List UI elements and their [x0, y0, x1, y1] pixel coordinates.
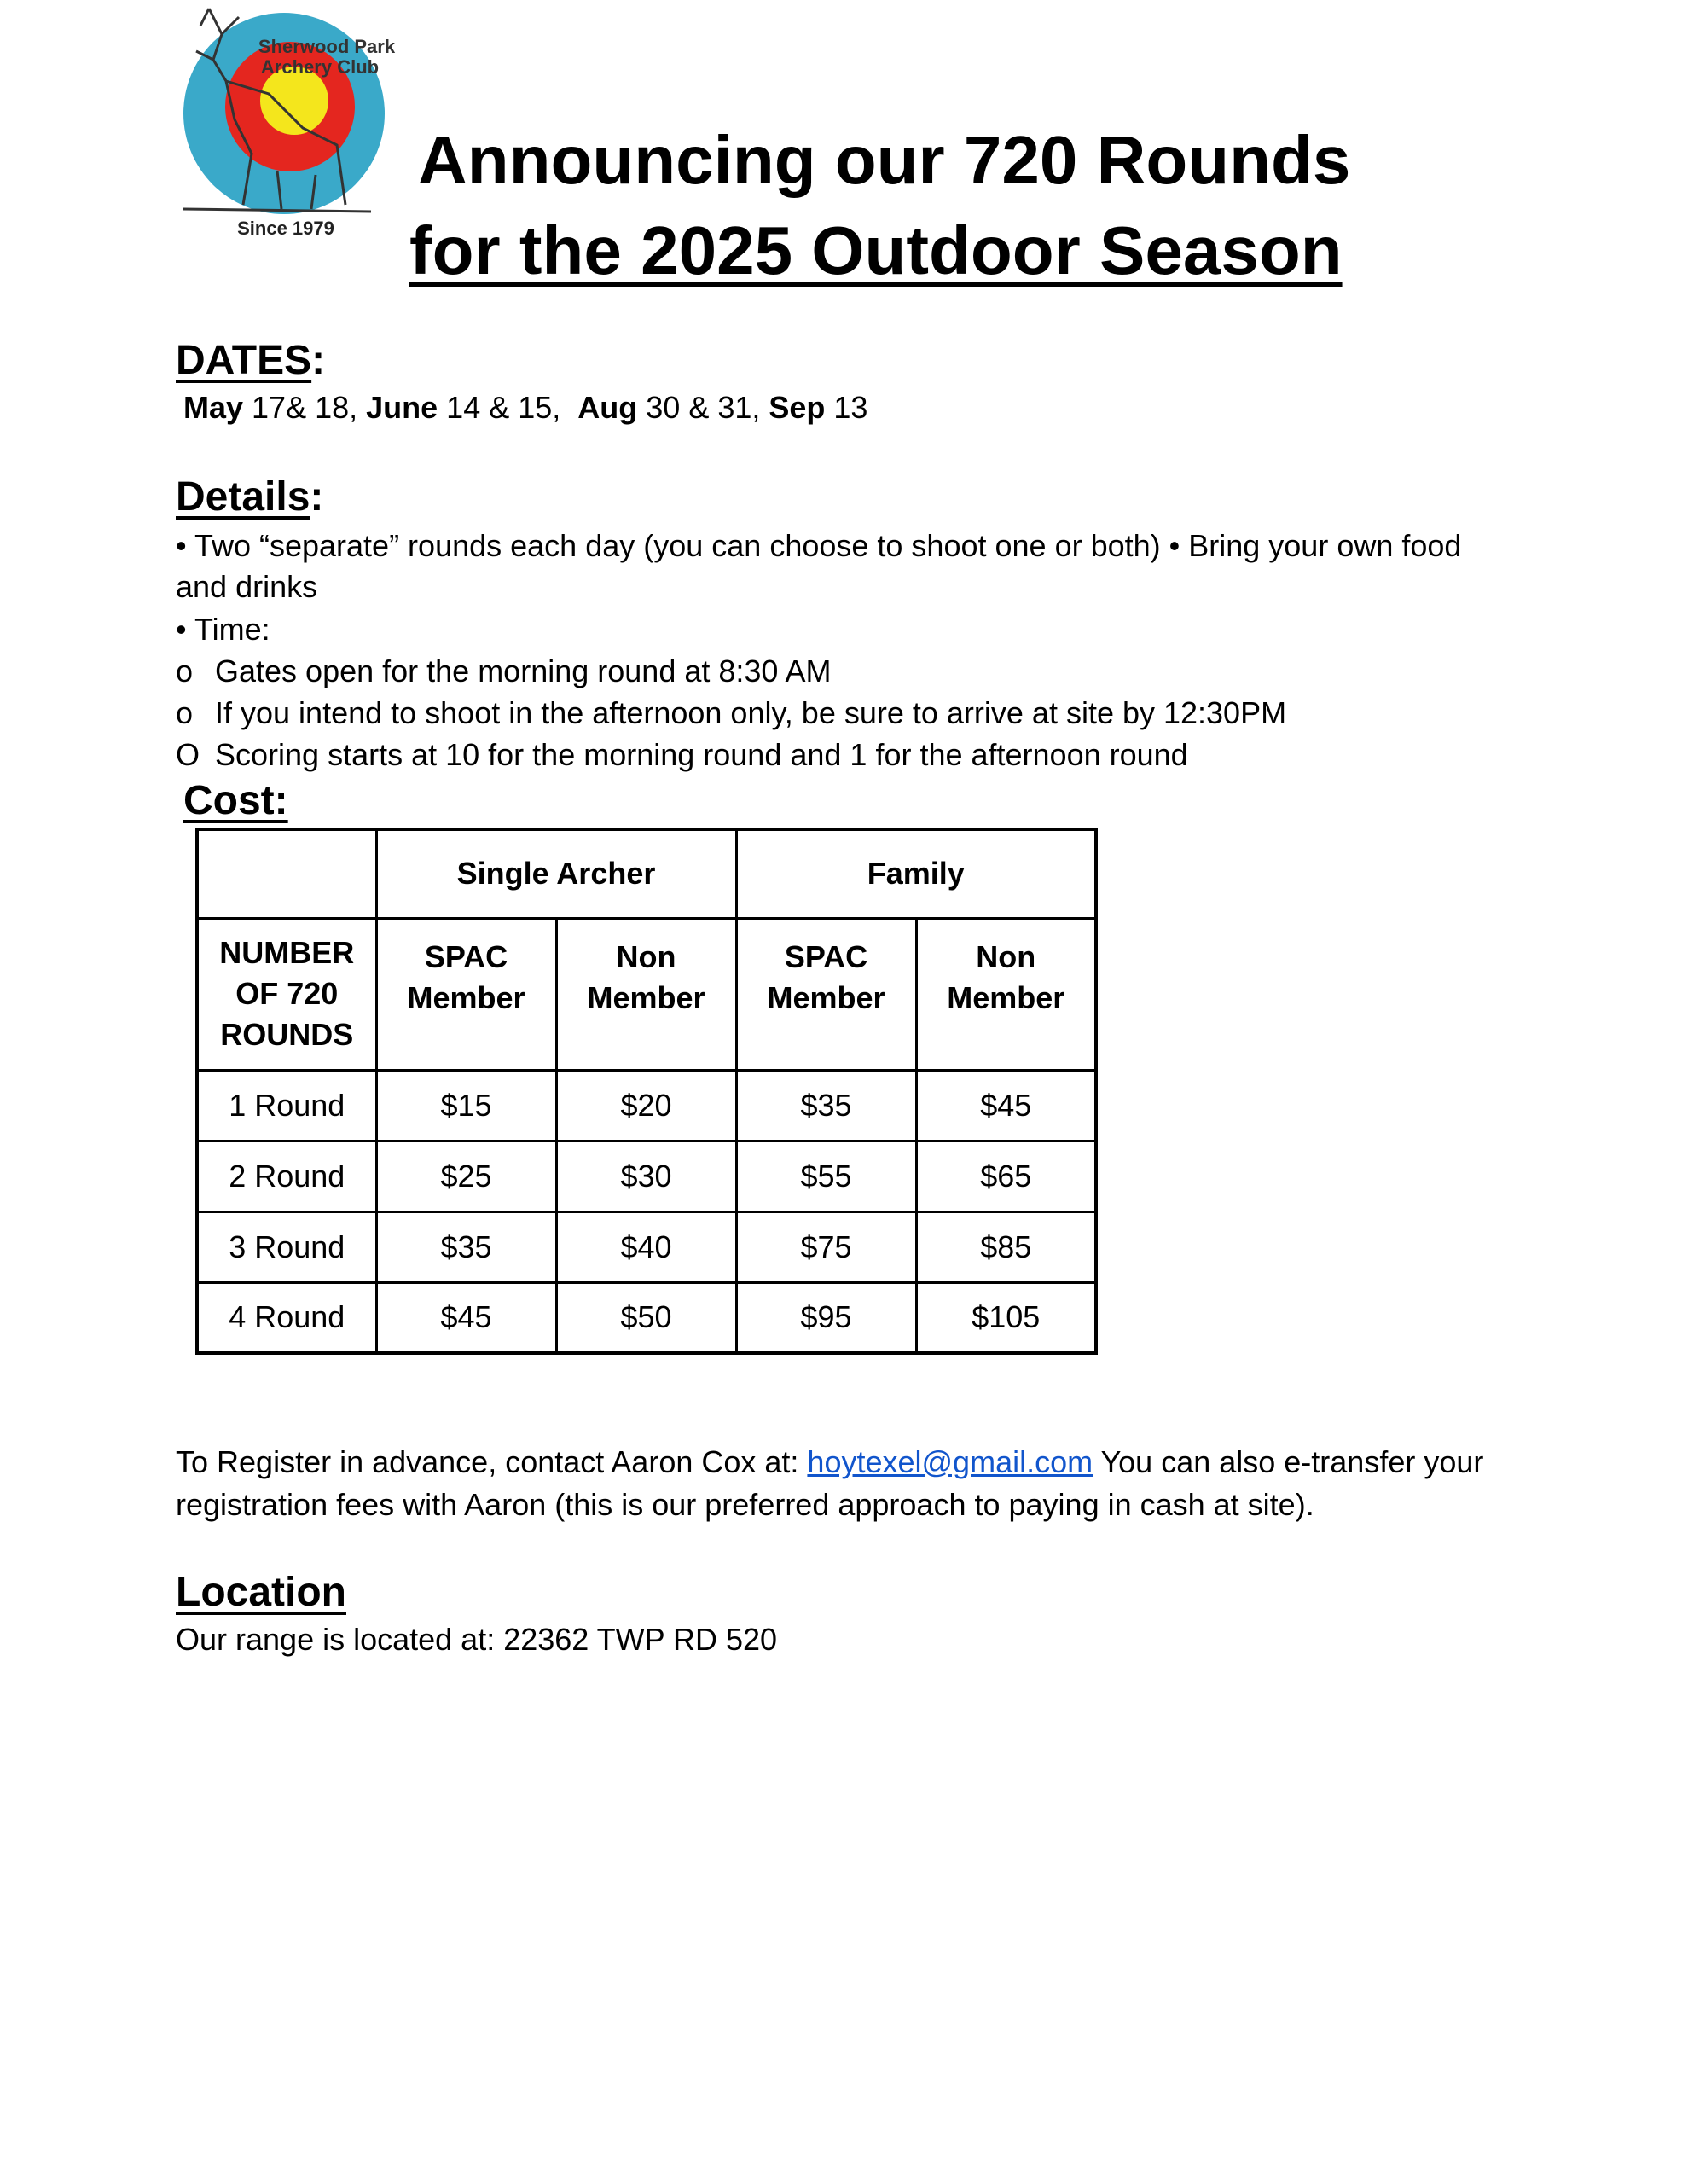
register-line1 [176, 1442, 1483, 1483]
column-header-non-member: Non Member [556, 918, 736, 1070]
details-heading: Details: [176, 474, 324, 520]
details-sub-bullet [176, 735, 1188, 775]
date-month: June [366, 390, 438, 425]
dates-heading: DATES: [176, 338, 326, 383]
table-cell: 4 Round [197, 1282, 376, 1353]
table-cell: 1 Round [197, 1070, 376, 1141]
table-cell: $30 [556, 1141, 736, 1211]
table-cell: $55 [736, 1141, 916, 1211]
group-header-single-archer: Single Archer [376, 829, 736, 918]
date-days: 30 & 31, [637, 390, 769, 425]
table-cell: 3 Round [197, 1211, 376, 1282]
table-row [197, 1282, 1096, 1353]
column-header-non-member: Non Member [916, 918, 1096, 1070]
register-line2: registration fees with Aaron (this is our preferred approach to paying in cash at site). [176, 1487, 1314, 1522]
bullet-marker: O [176, 737, 200, 772]
date-month: May [183, 390, 244, 425]
title-line1: Announcing our 720 Rounds [418, 122, 1351, 198]
bullet-marker: o [176, 695, 194, 730]
column-header-spac-member: SPAC Member [376, 918, 556, 1070]
table-cell: $65 [916, 1141, 1096, 1211]
table-row [197, 1141, 1096, 1211]
table-cell: $85 [916, 1211, 1096, 1282]
register-text: To Register in advance, contact Aaron Cox at: [176, 1444, 808, 1479]
date-days: 14 & 15, [438, 390, 578, 425]
register-text: You can also e-transfer your [1093, 1444, 1484, 1479]
details-sub-bullet [176, 651, 831, 692]
table-cell: 2 Round [197, 1141, 376, 1211]
table-row [197, 1211, 1096, 1282]
table-cell: $20 [556, 1070, 736, 1141]
dates-list [183, 387, 867, 428]
table-cell: $45 [916, 1070, 1096, 1141]
table-cell: $105 [916, 1282, 1096, 1353]
details-line2: and drinks [176, 569, 318, 604]
cost-heading: Cost: [183, 778, 288, 823]
table-cell: $75 [736, 1211, 916, 1282]
table-group-header-row [197, 829, 1096, 918]
table-empty-cell [197, 829, 376, 918]
title-line2-text: for the 2025 Outdoor Season [409, 212, 1343, 288]
table-cell: $25 [376, 1141, 556, 1211]
cost-table [195, 828, 1098, 1355]
table-cell: $45 [376, 1282, 556, 1353]
bullet-text: Scoring starts at 10 for the morning round and 1 for the afternoon round [215, 737, 1188, 772]
date-days: 17& 18, [243, 390, 367, 425]
table-cell: $50 [556, 1282, 736, 1353]
table-row [197, 1070, 1096, 1141]
logo-text-line2: Archery Club [260, 56, 380, 78]
column-header-rounds: NUMBER OF 720 ROUNDS [197, 918, 376, 1070]
date-month: Aug [577, 390, 638, 425]
table-cell: $40 [556, 1211, 736, 1282]
date-month: Sep [769, 390, 826, 425]
date-days: 13 [825, 390, 868, 425]
table-cell: $35 [736, 1070, 916, 1141]
location-text: Our range is located at: 22362 TWP RD 520 [176, 1622, 778, 1657]
bullet-text: If you intend to shoot in the afternoon only, be sure to arrive at site by 12:30PM [215, 695, 1287, 730]
title-line2 [409, 210, 1343, 292]
logo-since-text: Since 1979 [237, 218, 334, 239]
bullet-marker: o [176, 653, 194, 688]
logo-text-line1: Sherwood Park [258, 36, 396, 57]
details-time: • Time: [176, 612, 270, 647]
table-cell: $95 [736, 1282, 916, 1353]
club-logo [175, 0, 418, 247]
table-column-header-row [197, 918, 1096, 1070]
location-heading: Location [176, 1570, 346, 1615]
table-cell: $15 [376, 1070, 556, 1141]
column-header-spac-member: SPAC Member [736, 918, 916, 1070]
group-header-family: Family [736, 829, 1096, 918]
bullet-text: Gates open for the morning round at 8:30 AM [215, 653, 832, 688]
table-cell: $35 [376, 1211, 556, 1282]
email-link[interactable]: hoytexel@gmail.com [807, 1444, 1093, 1479]
details-sub-bullet [176, 693, 1286, 734]
details-line1: • Two “separate” rounds each day (you can choose to shoot one or both) • Bring your own food [176, 528, 1462, 563]
